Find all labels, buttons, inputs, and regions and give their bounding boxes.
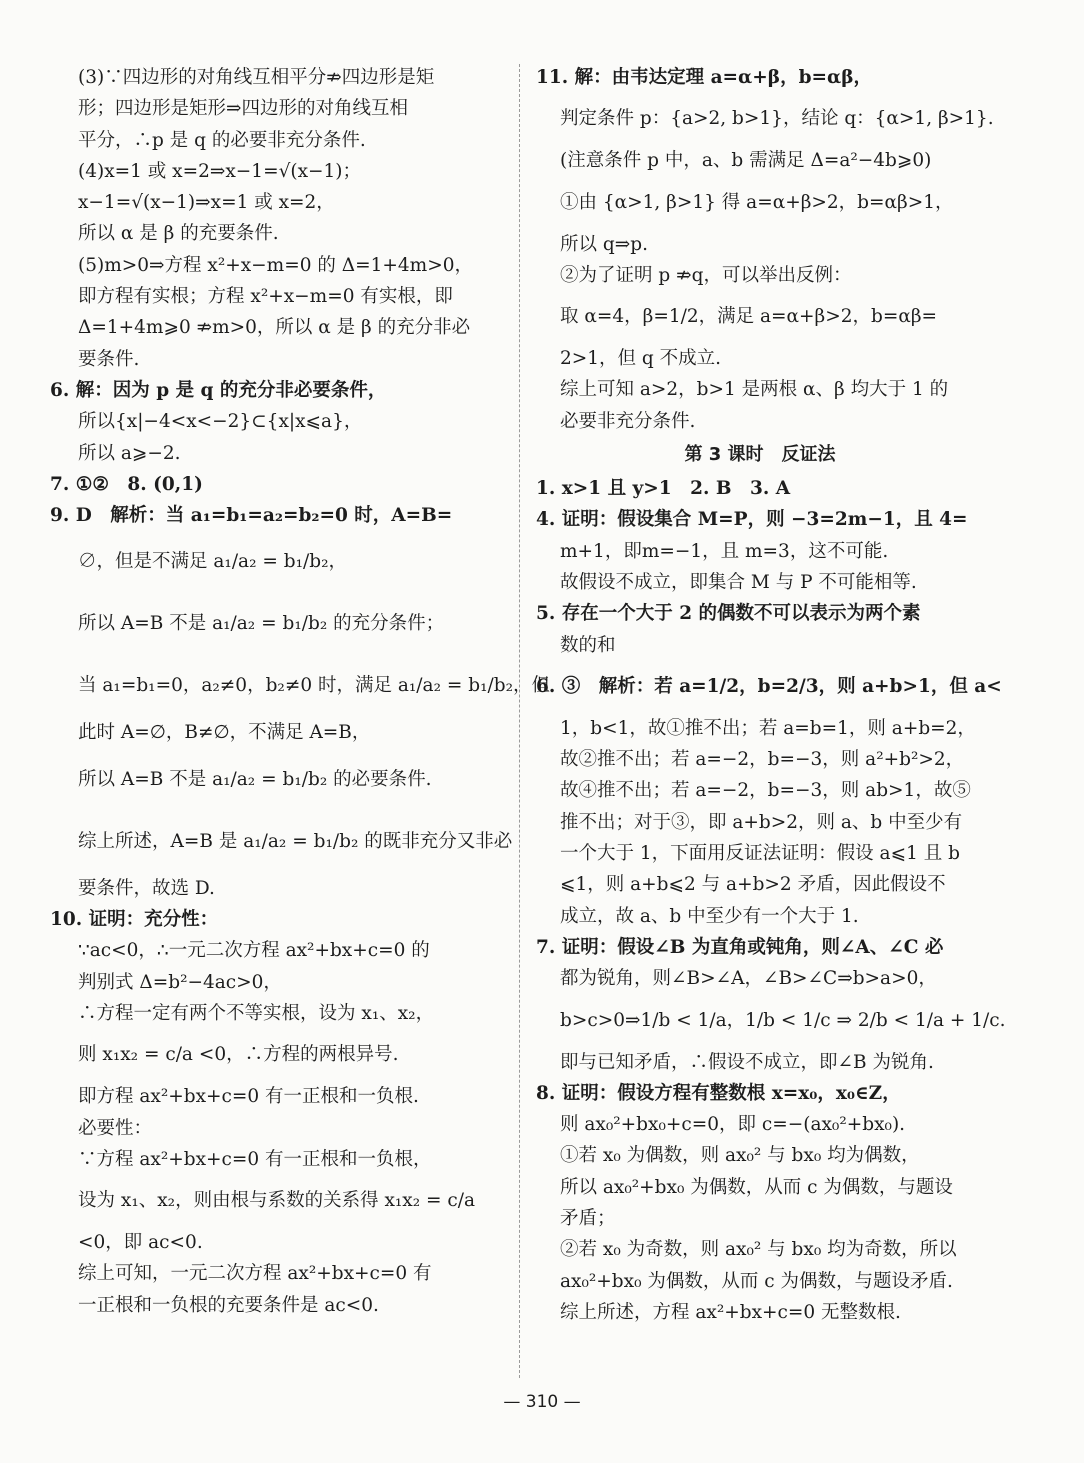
left-column: [50, 62, 551, 1321]
text-line: 一正根和一负根的充要条件是 ac<0.: [78, 1294, 379, 1316]
text-line: ∴方程一定有两个不等实根，设为 x₁、x₂，: [78, 1002, 435, 1024]
text-line: ⩽1，则 a+b⩽2 与 a+b>2 矛盾，因此假设不: [560, 874, 946, 896]
text-line: ∅，但是不满足 a₁/a₂ = b₁/b₂，: [78, 551, 348, 573]
text-line: 即方程有实根；方程 x²+x−m=0 有实根，即: [78, 286, 453, 308]
problem-11-heading: 11. 解：由韦达定理 a=α+β，b=αβ，: [536, 67, 873, 88]
text-line: 判定条件 p：{a>2, b>1}，结论 q：{α>1, β>1}.: [560, 108, 994, 130]
text-line: 必要性：: [78, 1117, 153, 1139]
text-line: ②若 x₀ 为奇数，则 ax₀² 与 bx₀ 均为奇数，所以: [560, 1239, 957, 1261]
text-line: 当 a₁=b₁=0，a₂≠0，b₂≠0 时，满足 a₁/a₂ = b₁/b₂，但: [78, 675, 551, 697]
text-line: 要条件，故选 D.: [78, 877, 215, 899]
text-line: 故②推不出；若 a=−2，b=−3，则 a²+b²>2，: [560, 749, 965, 771]
text-line: 取 α=4，β=1/2，满足 a=α+β>2，b=αβ=: [560, 306, 938, 328]
problem-4-heading: 4. 证明：假设集合 M=P，则 −3=2m−1，且 4=: [536, 509, 968, 531]
text-line: 成立，故 a、b 中至少有一个大于 1.: [560, 905, 859, 927]
text-line: 设为 x₁、x₂，则由根与系数的关系得 x₁x₂ = c/a: [78, 1190, 476, 1212]
text-line: (3)∵四边形的对角线互相平分⇏四边形是矩: [78, 67, 435, 88]
text-line: 所以 ax₀²+bx₀ 为偶数，从而 c 为偶数，与题设: [560, 1176, 953, 1198]
text-line: ①若 x₀ 为偶数，则 ax₀² 与 bx₀ 均为偶数，: [560, 1145, 920, 1167]
problem-9-heading: 9. D 解析：当 a₁=b₁=a₂=b₂=0 时，A=B=: [50, 505, 453, 527]
text-line: Δ=1+4m⩾0 ⇏m>0，所以 α 是 β 的充分非必: [78, 317, 471, 339]
text-line: 平分，∴p 是 q 的必要非充分条件.: [78, 129, 366, 151]
text-line: 所以 A=B 不是 a₁/a₂ = b₁/b₂ 的充分条件；: [78, 613, 445, 635]
text-line: 都为锐角，则∠B>∠A，∠B>∠C⇒b>a>0，: [560, 968, 937, 990]
text-line: 所以 A=B 不是 a₁/a₂ = b₁/b₂ 的必要条件.: [78, 768, 432, 790]
text-line: (4)x=1 或 x=2⇒x−1=√(x−1)；: [78, 160, 362, 182]
text-line: ②为了证明 p ⇏q，可以举出反例：: [560, 264, 852, 286]
text-line: 综上可知 a>2，b>1 是两根 α、β 均大于 1 的: [560, 379, 949, 401]
right-column: [536, 62, 1006, 1328]
text-line: 所以{x|−4<x<−2}⊂{x|x⩽a}，: [78, 411, 363, 433]
text-line: (注意条件 p 中，a、b 需满足 Δ=a²−4b⩾0): [560, 150, 932, 172]
problem-5-heading: 5. 存在一个大于 2 的偶数不可以表示为两个素: [536, 603, 921, 625]
text-line: x−1=√(x−1)⇒x=1 或 x=2，: [78, 192, 335, 214]
text-line: ①由 {α>1, β>1} 得 a=α+β>2，b=αβ>1，: [560, 191, 954, 213]
page-number: — 310 —: [503, 1392, 581, 1412]
text-line: (5)m>0⇒方程 x²+x−m=0 的 Δ=1+4m>0，: [78, 254, 473, 276]
section-heading: 第 3 课时 反证法: [684, 444, 836, 466]
text-line: <0，即 ac<0.: [78, 1232, 203, 1254]
text-line: 形；四边形是矩形⇒四边形的对角线互相: [78, 98, 409, 120]
text-line: 综上所述，A=B 是 a₁/a₂ = b₁/b₂ 的既非充分又非必: [78, 830, 513, 852]
problem-7-8-answers: 7. ①② 8. (0,1): [50, 473, 203, 495]
problem-6-heading: 6. 解：因为 p 是 q 的充分非必要条件，: [50, 379, 387, 401]
text-line: 矛盾；: [560, 1208, 616, 1230]
text-line: 则 ax₀²+bx₀+c=0，即 c=−(ax₀²+bx₀).: [560, 1114, 906, 1136]
problem-7-heading: 7. 证明：假设∠B 为直角或钝角，则∠A、∠C 必: [536, 936, 944, 958]
text-line: 所以 α 是 β 的充要条件.: [78, 223, 279, 245]
text-line: 即与已知矛盾，∴假设不成立，即∠B 为锐角.: [560, 1051, 934, 1073]
column-divider: [519, 64, 520, 1378]
problem-6-heading: 6. ③ 解析：若 a=1/2，b=2/3，则 a+b>1，但 a<: [536, 675, 1002, 697]
text-line: ax₀²+bx₀ 为偶数，从而 c 为偶数，与题设矛盾.: [560, 1270, 953, 1292]
text-line: 所以 q⇒p.: [560, 233, 648, 255]
text-line: m+1，即m=−1，且 m=3，这不可能.: [560, 540, 889, 562]
text-line: 故假设不成立，即集合 M 与 P 不可能相等.: [560, 571, 917, 593]
problem-8-heading: 8. 证明：假设方程有整数根 x=x₀，x₀∈Z，: [536, 1082, 901, 1104]
text-line: 综上所述，方程 ax²+bx+c=0 无整数根.: [560, 1301, 901, 1323]
text-line: 综上可知，一元二次方程 ax²+bx+c=0 有: [78, 1263, 432, 1285]
text-line: 此时 A=∅，B≠∅，不满足 A=B，: [78, 722, 371, 744]
text-line: 推不出；对于③，即 a+b>2，则 a、b 中至少有: [560, 811, 963, 833]
text-line: 一个大于 1，下面用反证法证明：假设 a⩽1 且 b: [560, 843, 960, 865]
text-line: 2>1，但 q 不成立.: [560, 348, 722, 370]
text-line: ∵方程 ax²+bx+c=0 有一正根和一负根，: [78, 1148, 432, 1170]
text-line: 判别式 Δ=b²−4ac>0，: [78, 971, 282, 993]
text-line: ∵ac<0，∴一元二次方程 ax²+bx+c=0 的: [78, 940, 430, 962]
problem-1-3-answers: 1. x>1 且 y>1 2. B 3. A: [536, 478, 791, 500]
text-line: 1，b<1，故①推不出；若 a=b=1，则 a+b=2，: [560, 717, 976, 739]
text-line: 故④推不出；若 a=−2，b=−3，则 ab>1，故⑤: [560, 780, 971, 802]
text-line: b>c>0⇒1/b < 1/a，1/b < 1/c ⇒ 2/b < 1/a + 1/c.: [560, 1009, 1006, 1031]
text-line: 数的和: [560, 634, 616, 656]
text-line: 即方程 ax²+bx+c=0 有一正根和一负根.: [78, 1086, 419, 1108]
problem-10-heading: 10. 证明：充分性：: [50, 909, 219, 931]
text-line: 要条件.: [78, 348, 140, 370]
text-line: 则 x₁x₂ = c/a <0，∴方程的两根异号.: [78, 1044, 399, 1066]
text-line: 所以 a⩾−2.: [78, 442, 181, 464]
text-line: 必要非充分条件.: [560, 410, 696, 432]
